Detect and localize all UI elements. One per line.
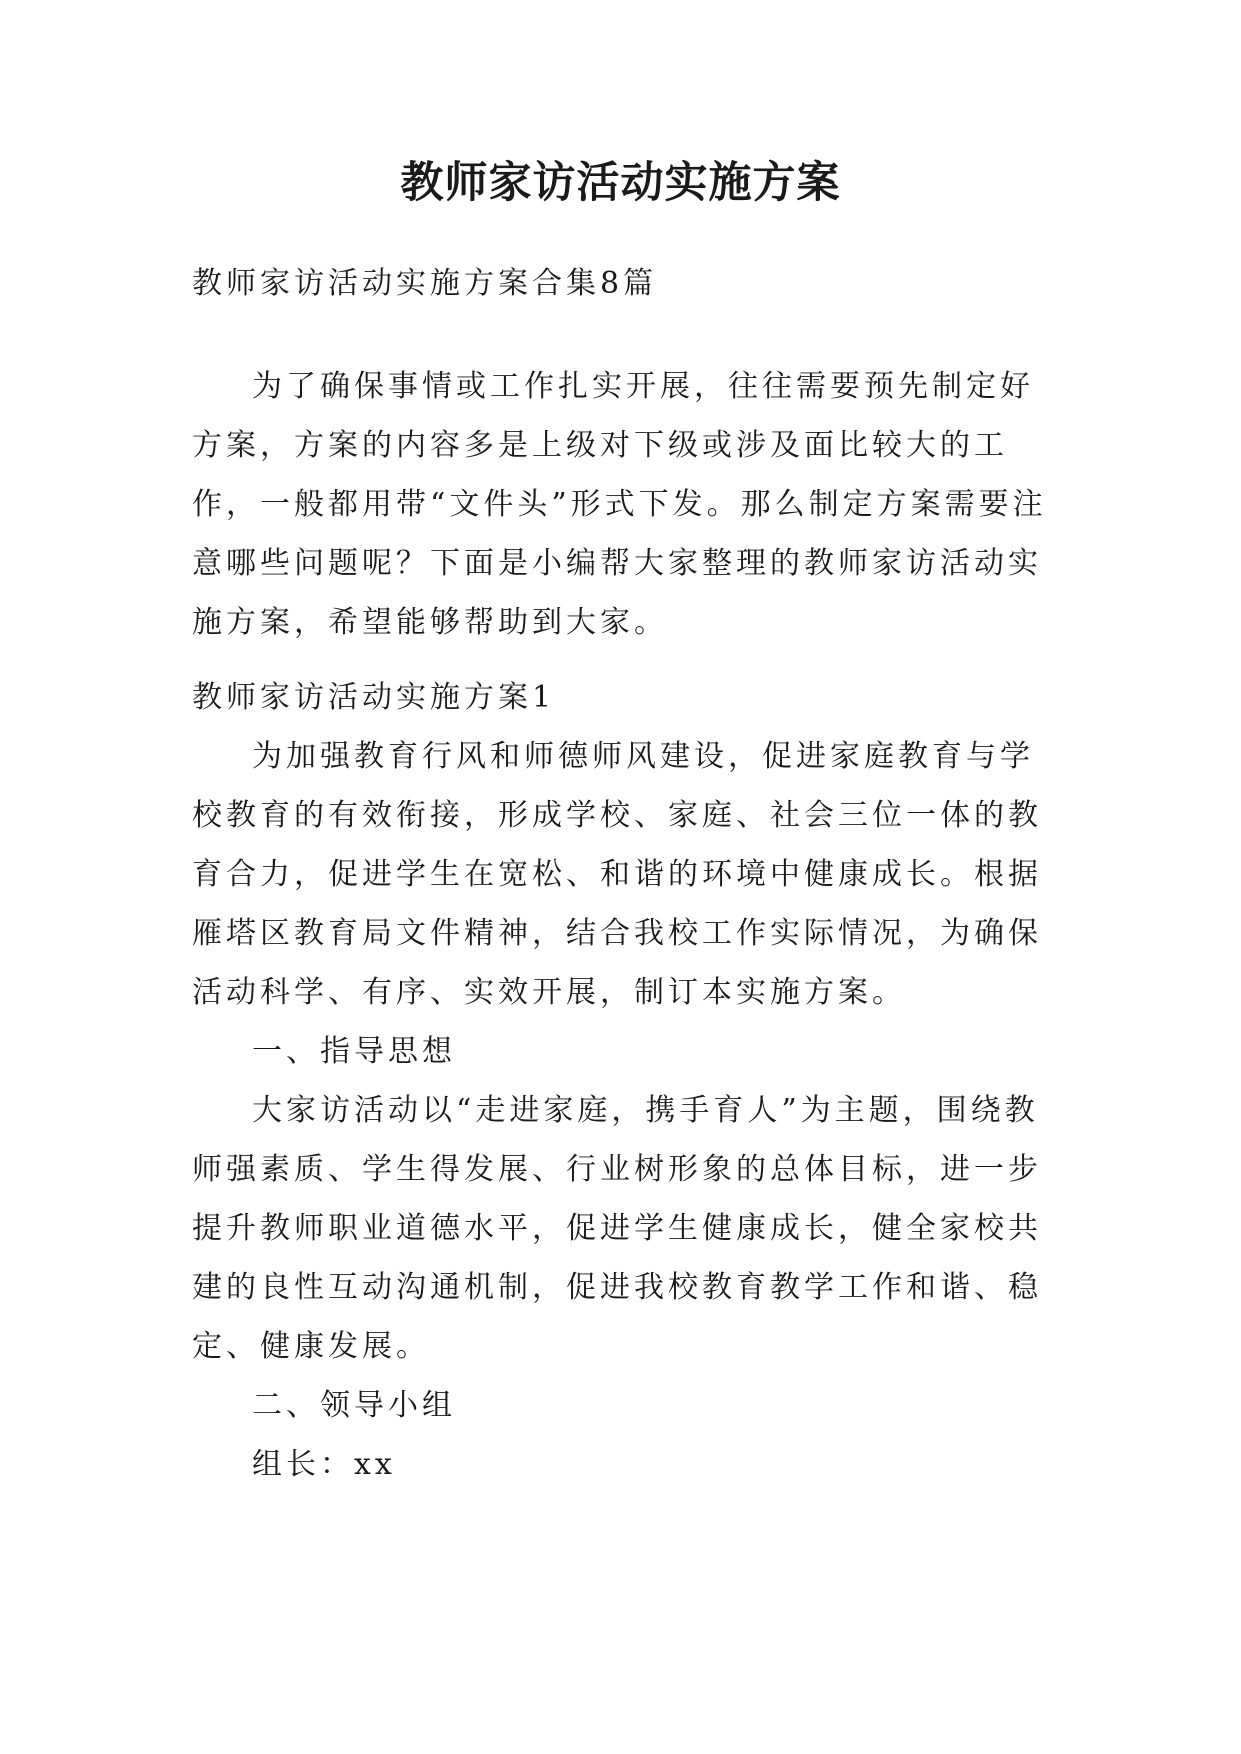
leader-line: 组长：xx <box>252 1447 396 1482</box>
part-1-paragraph: 大家访活动以“走进家庭，携手育人”为主题，围绕教师强素质、学生得发展、行业树形象的总体目标，进一步提升教师职业道德水平，促进学生健康成长，健全家校共建的良性互动沟通机制，促进我校教育教学工作和谐、稳定、健康发展。 <box>192 1093 1042 1364</box>
document-subtitle <box>192 254 1060 313</box>
section-1-paragraph: 为加强教育行风和师德师风建设，促进家庭教育与学校教育的有效衔接，形成学校、家庭、社会三位一体的教育合力，促进学生在宽松、和谐的环境中健康成长。根据雁塔区教育局文件精神，结合我校工作实际情况，为确保活动科学、有序、实效开展，制订本实施方案。 <box>192 739 1042 1010</box>
document-title: 教师家访活动实施方案 <box>400 158 841 208</box>
section-1 <box>192 668 1060 1494</box>
subtitle-text: 教师家访活动实施方案合集8篇 <box>192 266 658 301</box>
part-1-heading: 一、指导思想 <box>252 1034 456 1069</box>
section-1-heading: 教师家访活动实施方案1 <box>192 680 556 715</box>
intro-paragraph: 为了确保事情或工作扎实开展，往往需要预先制定好方案，方案的内容多是上级对下级或涉及面比较大的工作，一般都用带“文件头”形式下发。那么制定方案需要注意哪些问题呢？下面是小编帮大家整理的教师家访活动实施方案，希望能够帮助到大家。 <box>192 369 1047 640</box>
part-2-heading: 二、领导小组 <box>252 1388 456 1423</box>
intro-block <box>192 357 1060 652</box>
